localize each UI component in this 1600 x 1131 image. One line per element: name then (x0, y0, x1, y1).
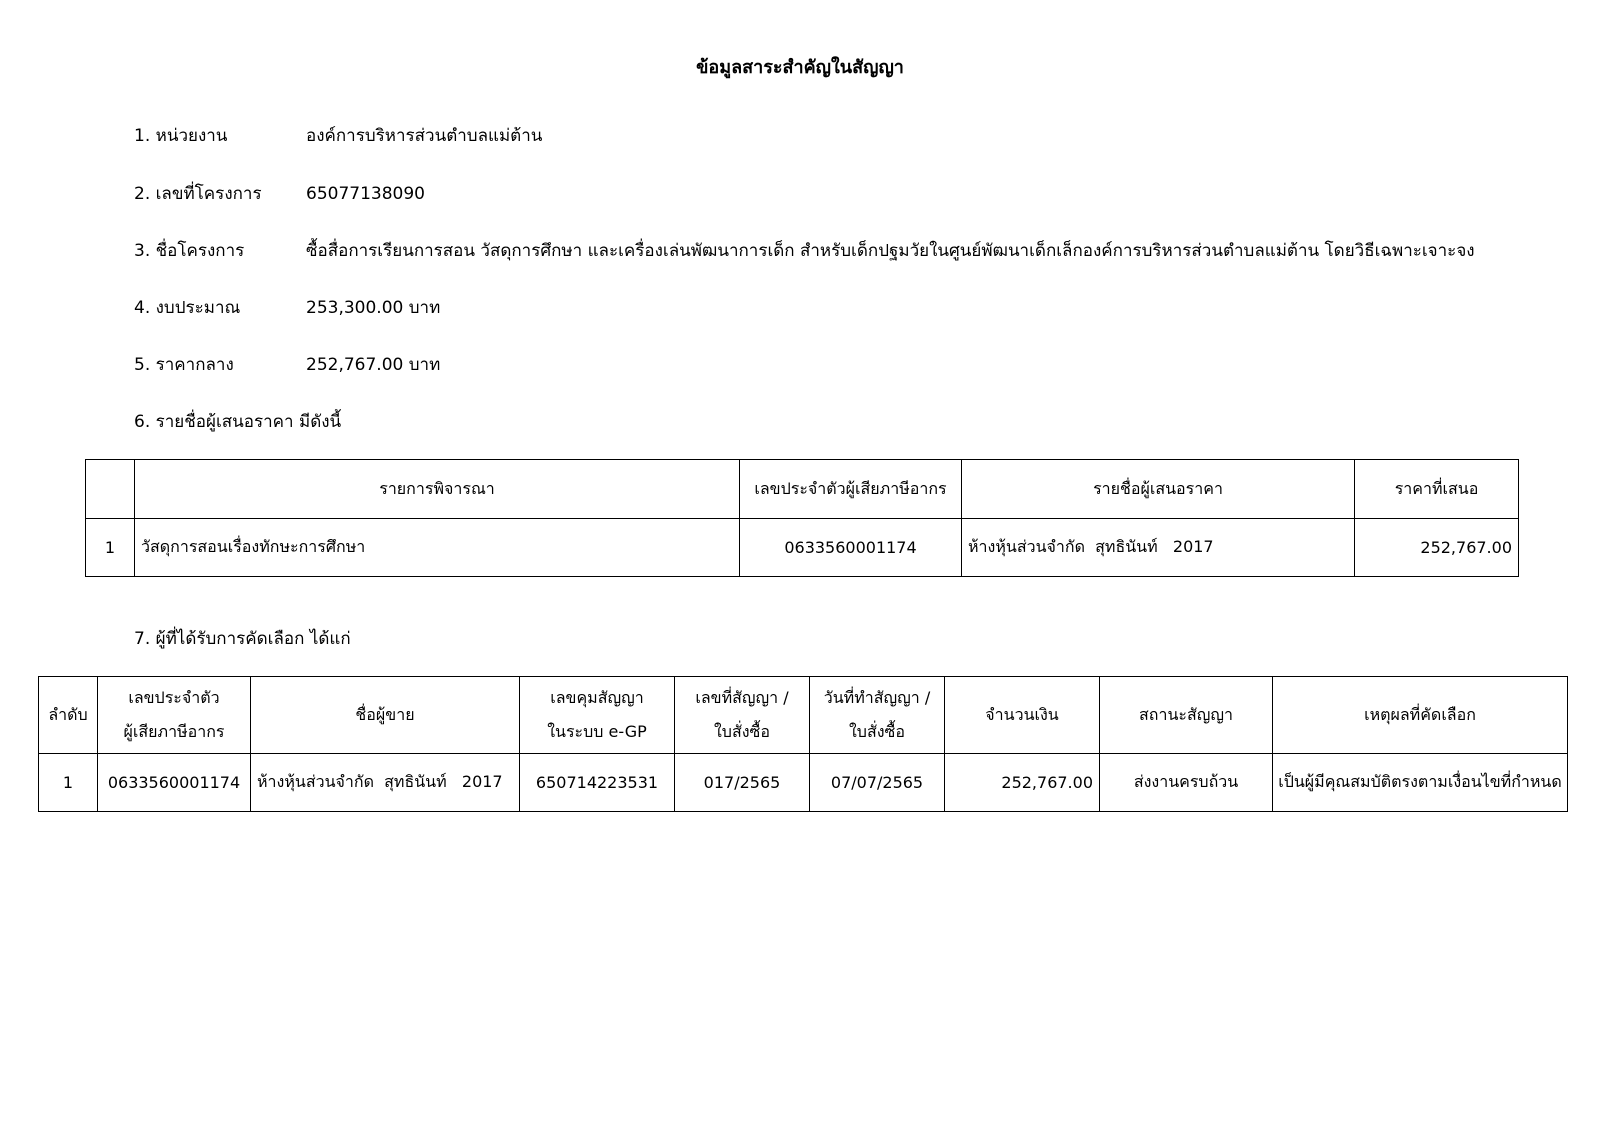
table-header-row (86, 460, 1519, 519)
header-line: เลขคุมสัญญา (550, 688, 644, 707)
cell-no: 1 (39, 754, 98, 812)
cell-contract-date: 07/07/2565 (810, 754, 945, 812)
info-value: 253,300.00 บาท (306, 298, 441, 318)
header-line: ในระบบ e-GP (547, 722, 647, 741)
column-header-price: ราคาที่เสนอ (1355, 460, 1519, 519)
header-line: วันที่ทำสัญญา / (823, 688, 931, 707)
info-value: 252,767.00 บาท (306, 355, 441, 375)
info-label: 2. เลขที่โครงการ (134, 184, 262, 204)
column-header-item: รายการพิจารณา (135, 460, 740, 519)
column-header-amount: จำนวนเงิน (945, 677, 1100, 754)
info-value: องค์การบริหารส่วนตำบลแม่ต้าน (306, 126, 543, 146)
info-row-project-name (134, 237, 1475, 264)
column-header-bidder: รายชื่อผู้เสนอราคา (962, 460, 1355, 519)
column-header-no (86, 460, 135, 519)
cell-reason: เป็นผู้มีคุณสมบัติตรงตามเงื่อนไขที่กำหนด (1273, 754, 1568, 812)
cell-status: ส่งงานครบถ้วน (1100, 754, 1273, 812)
info-value: 65077138090 (306, 184, 425, 204)
cell-control-no: 650714223531 (520, 754, 675, 812)
column-header-status: สถานะสัญญา (1100, 677, 1273, 754)
cell-no: 1 (86, 519, 135, 577)
info-row-project-number (134, 180, 425, 207)
cell-item: วัสดุการสอนเรื่องทักษะการศึกษา (135, 519, 740, 577)
selected-table (38, 676, 1568, 812)
info-row-reference-price (134, 351, 440, 378)
header-line: ใบสั่งซื้อ (848, 722, 905, 741)
cell-price: 252,767.00 (1355, 519, 1519, 577)
column-header-control-no (520, 677, 675, 754)
column-header-tax-id: เลขประจำตัวผู้เสียภาษีอากร (740, 460, 962, 519)
bidders-table (85, 459, 1519, 577)
info-label: 3. ชื่อโครงการ (134, 241, 245, 261)
bidders-heading: 6. รายชื่อผู้เสนอราคา มีดังนี้ (134, 412, 342, 432)
column-header-contract-no (675, 677, 810, 754)
info-row-agency (134, 122, 542, 149)
cell-contract-no: 017/2565 (675, 754, 810, 812)
table-header-row (39, 677, 1568, 754)
header-line: เลขที่สัญญา / (695, 688, 789, 707)
document-title: ข้อมูลสาระสำคัญในสัญญา (696, 57, 904, 78)
cell-tax-id: 0633560001174 (740, 519, 962, 577)
cell-bidder: ห้างหุ้นส่วนจำกัด สุทธินันท์ 2017 (962, 519, 1355, 577)
column-header-reason: เหตุผลที่คัดเลือก (1273, 677, 1568, 754)
table-row (86, 519, 1519, 577)
header-line: ผู้เสียภาษีอากร (123, 722, 225, 741)
column-header-contract-date (810, 677, 945, 754)
cell-amount: 252,767.00 (945, 754, 1100, 812)
info-value: ซื้อสื่อการเรียนการสอน วัสดุการศึกษา และเครื่องเล่นพัฒนาการเด็ก สำหรับเด็กปฐมวัยในศูนย์พัฒนาเด็กเล็กองค์การบริหารส่วนตำบลแม่ต้าน โดยวิธีเฉพาะเจาะจง (306, 241, 1475, 261)
info-label: 1. หน่วยงาน (134, 126, 228, 146)
info-label: 5. ราคากลาง (134, 355, 234, 375)
selected-heading: 7. ผู้ที่ได้รับการคัดเลือก ได้แก่ (134, 629, 351, 649)
cell-tax-id: 0633560001174 (98, 754, 251, 812)
header-line: ใบสั่งซื้อ (713, 722, 770, 741)
column-header-no: ลำดับ (39, 677, 98, 754)
column-header-seller: ชื่อผู้ขาย (251, 677, 520, 754)
header-line: เลขประจำตัว (128, 688, 220, 707)
cell-seller: ห้างหุ้นส่วนจำกัด สุทธินันท์ 2017 (251, 754, 520, 812)
column-header-tax-id (98, 677, 251, 754)
table-row (39, 754, 1568, 812)
info-row-budget (134, 294, 440, 321)
info-label: 4. งบประมาณ (134, 298, 241, 318)
